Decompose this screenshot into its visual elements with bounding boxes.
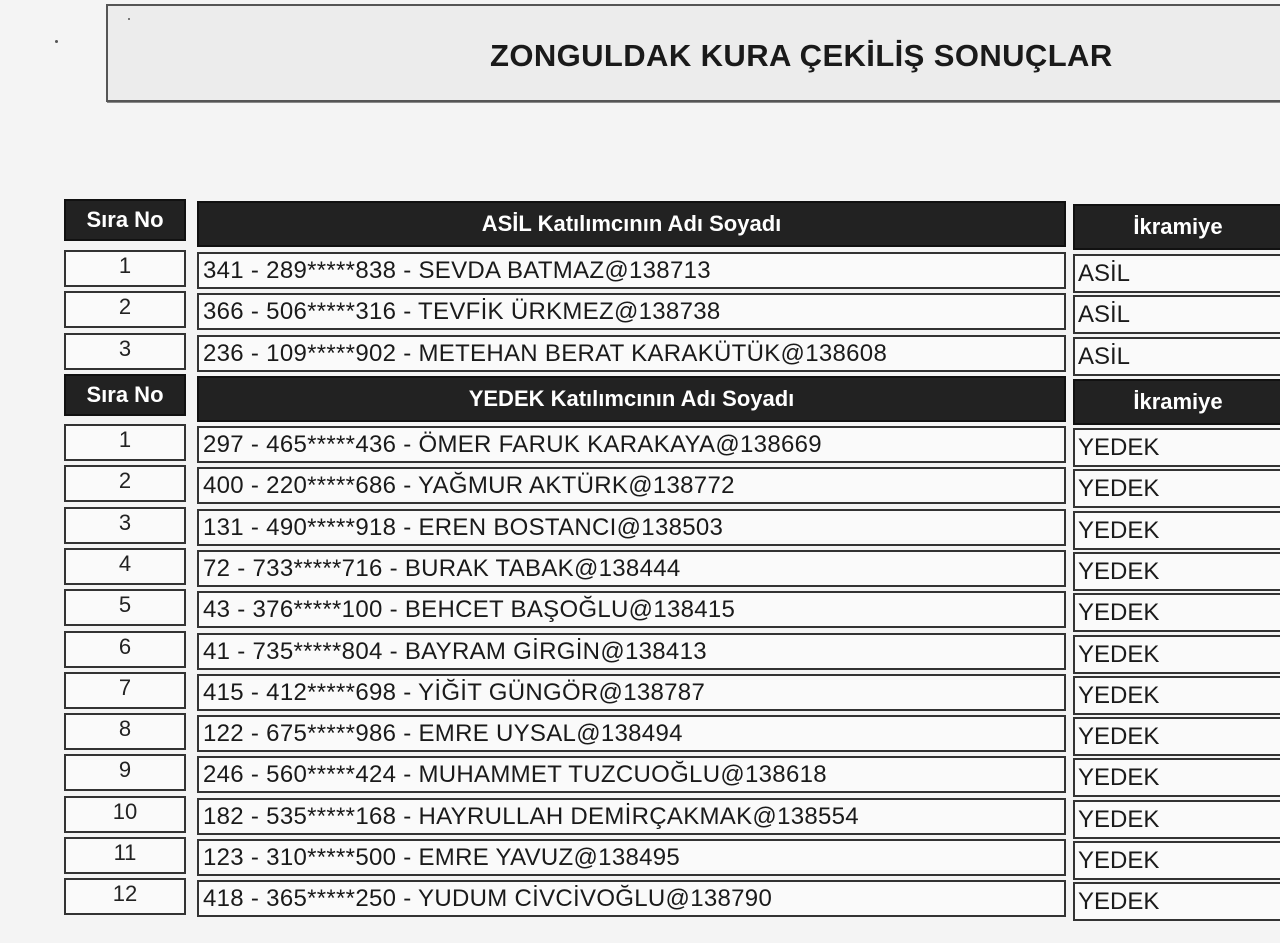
row-participant-name: 131 - 490*****918 - EREN BOSTANCI@138503 <box>197 509 1066 546</box>
row-prize: ASİL <box>1073 254 1280 293</box>
row-participant-name: 122 - 675*****986 - EMRE UYSAL@138494 <box>197 715 1066 752</box>
header-participant-name: ASİL Katılımcının Adı Soyadı <box>197 201 1066 247</box>
row-prize: YEDEK <box>1073 882 1280 921</box>
header-participant-name: YEDEK Katılımcının Adı Soyadı <box>197 376 1066 422</box>
row-sira-no: 6 <box>64 631 186 668</box>
row-prize: YEDEK <box>1073 552 1280 591</box>
row-sira-no: 3 <box>64 333 186 370</box>
row-participant-name: 236 - 109*****902 - METEHAN BERAT KARAKÜTÜK@138608 <box>197 335 1066 372</box>
row-prize: YEDEK <box>1073 676 1280 715</box>
row-sira-no: 12 <box>64 878 186 915</box>
title-banner <box>106 4 1280 102</box>
row-participant-name: 41 - 735*****804 - BAYRAM GİRGİN@138413 <box>197 633 1066 670</box>
row-prize: YEDEK <box>1073 635 1280 674</box>
row-prize: YEDEK <box>1073 717 1280 756</box>
row-participant-name: 366 - 506*****316 - TEVFİK ÜRKMEZ@138738 <box>197 293 1066 330</box>
row-sira-no: 7 <box>64 672 186 709</box>
row-prize: YEDEK <box>1073 758 1280 797</box>
row-sira-no: 5 <box>64 589 186 626</box>
row-sira-no: 2 <box>64 291 186 328</box>
header-prize: İkramiye <box>1073 204 1280 250</box>
row-sira-no: 2 <box>64 465 186 502</box>
row-prize: YEDEK <box>1073 511 1280 550</box>
row-prize: YEDEK <box>1073 841 1280 880</box>
row-participant-name: 418 - 365*****250 - YUDUM CİVCİVOĞLU@138790 <box>197 880 1066 917</box>
row-participant-name: 400 - 220*****686 - YAĞMUR AKTÜRK@138772 <box>197 467 1066 504</box>
row-participant-name: 246 - 560*****424 - MUHAMMET TUZCUOĞLU@138618 <box>197 756 1066 793</box>
row-prize: ASİL <box>1073 337 1280 376</box>
row-sira-no: 1 <box>64 250 186 287</box>
header-sira-no: Sıra No <box>64 374 186 416</box>
row-sira-no: 4 <box>64 548 186 585</box>
row-prize: ASİL <box>1073 295 1280 334</box>
header-sira-no: Sıra No <box>64 199 186 241</box>
row-participant-name: 415 - 412*****698 - YİĞİT GÜNGÖR@138787 <box>197 674 1066 711</box>
row-participant-name: 182 - 535*****168 - HAYRULLAH DEMİRÇAKMAK@138554 <box>197 798 1066 835</box>
scan-speck <box>55 40 58 43</box>
row-sira-no: 11 <box>64 837 186 874</box>
row-prize: YEDEK <box>1073 428 1280 467</box>
row-sira-no: 10 <box>64 796 186 833</box>
header-prize: İkramiye <box>1073 379 1280 425</box>
row-participant-name: 341 - 289*****838 - SEVDA BATMAZ@138713 <box>197 252 1066 289</box>
row-prize: YEDEK <box>1073 593 1280 632</box>
row-participant-name: 72 - 733*****716 - BURAK TABAK@138444 <box>197 550 1066 587</box>
row-participant-name: 43 - 376*****100 - BEHCET BAŞOĞLU@138415 <box>197 591 1066 628</box>
row-sira-no: 3 <box>64 507 186 544</box>
row-prize: YEDEK <box>1073 469 1280 508</box>
page-title: ZONGULDAK KURA ÇEKİLİŞ SONUÇLAR <box>490 38 1113 73</box>
row-participant-name: 297 - 465*****436 - ÖMER FARUK KARAKAYA@138669 <box>197 426 1066 463</box>
scan-speck <box>128 18 130 20</box>
row-sira-no: 8 <box>64 713 186 750</box>
row-sira-no: 1 <box>64 424 186 461</box>
row-prize: YEDEK <box>1073 800 1280 839</box>
row-sira-no: 9 <box>64 754 186 791</box>
row-participant-name: 123 - 310*****500 - EMRE YAVUZ@138495 <box>197 839 1066 876</box>
